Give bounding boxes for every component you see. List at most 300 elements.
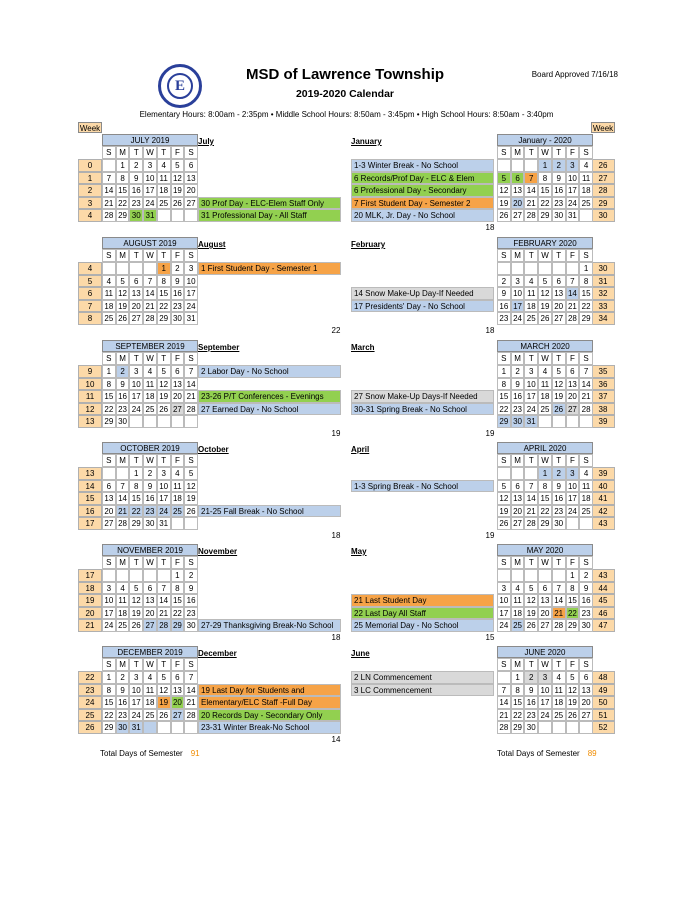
weekday-header: S xyxy=(102,352,116,365)
day-cell: 1 xyxy=(102,671,116,684)
week-number: 30 xyxy=(591,209,615,222)
weekday-header: S xyxy=(579,249,593,262)
day-cell: 27 xyxy=(579,709,593,722)
day-cell: 2 xyxy=(552,467,566,480)
day-cell xyxy=(116,467,130,480)
day-cell: 16 xyxy=(143,492,157,505)
day-cell: 29 xyxy=(511,721,525,734)
day-cell: 17 xyxy=(511,300,525,313)
event-item: 20 Records Day - Secondary Only xyxy=(198,709,341,722)
event-item: 1 First Student Day - Semester 1 xyxy=(198,262,341,275)
week-number: 37 xyxy=(591,390,615,403)
day-cell: 27 xyxy=(129,312,143,325)
day-cell: 19 xyxy=(184,492,198,505)
day-cell: 11 xyxy=(552,684,566,697)
week-number: 38 xyxy=(591,403,615,416)
day-cell: 22 xyxy=(511,709,525,722)
weekday-header: T xyxy=(524,352,538,365)
day-cell xyxy=(171,415,185,428)
day-cell: 9 xyxy=(579,582,593,595)
day-cell: 30 xyxy=(116,415,130,428)
day-cell: 8 xyxy=(566,582,580,595)
day-cell: 28 xyxy=(524,517,538,530)
weekday-header: M xyxy=(511,352,525,365)
day-cell: 23 xyxy=(552,197,566,210)
day-cell: 26 xyxy=(566,709,580,722)
day-cell: 7 xyxy=(552,582,566,595)
event-item: 7 First Student Day - Semester 2 xyxy=(351,197,494,210)
day-cell xyxy=(524,262,538,275)
day-cell: 11 xyxy=(157,172,171,185)
day-cell: 5 xyxy=(184,467,198,480)
day-cell: 7 xyxy=(579,365,593,378)
day-cell: 21 xyxy=(184,696,198,709)
days-count: 18 xyxy=(331,632,341,642)
day-cell: 3 xyxy=(566,159,580,172)
day-cell: 10 xyxy=(566,172,580,185)
day-cell xyxy=(129,262,143,275)
day-cell: 22 xyxy=(129,505,143,518)
day-cell: 4 xyxy=(579,159,593,172)
day-cell: 30 xyxy=(184,619,198,632)
week-number: 34 xyxy=(591,312,615,325)
day-cell: 4 xyxy=(143,671,157,684)
day-cell: 20 xyxy=(579,696,593,709)
week-number: 1 xyxy=(78,172,102,185)
day-cell: 25 xyxy=(579,197,593,210)
day-cell: 9 xyxy=(511,378,525,391)
day-cell: 13 xyxy=(129,287,143,300)
month-header: SEPTEMBER 2019 xyxy=(102,340,198,352)
page-title: MSD of Lawrence Township xyxy=(245,66,445,83)
month-header: January - 2020 xyxy=(497,134,593,146)
weekday-header: W xyxy=(143,352,157,365)
week-number: 41 xyxy=(591,492,615,505)
day-cell: 16 xyxy=(116,390,130,403)
day-cell: 31 xyxy=(524,415,538,428)
day-cell: 17 xyxy=(184,287,198,300)
weekday-header: F xyxy=(171,146,185,159)
day-cell: 2 xyxy=(184,569,198,582)
weekday-header: T xyxy=(552,249,566,262)
day-cell: 18 xyxy=(511,607,525,620)
day-cell: 5 xyxy=(524,582,538,595)
day-cell: 14 xyxy=(552,594,566,607)
day-cell xyxy=(102,159,116,172)
weekday-header: S xyxy=(102,658,116,671)
day-cell: 19 xyxy=(157,390,171,403)
day-cell: 16 xyxy=(184,594,198,607)
weekday-header: S xyxy=(497,249,511,262)
week-number: 35 xyxy=(591,365,615,378)
days-count: 18 xyxy=(331,530,341,540)
day-cell: 1 xyxy=(129,467,143,480)
day-cell: 17 xyxy=(497,607,511,620)
day-cell: 25 xyxy=(116,619,130,632)
day-cell: 23 xyxy=(552,505,566,518)
day-cell: 24 xyxy=(184,300,198,313)
day-cell: 21 xyxy=(566,300,580,313)
day-cell: 5 xyxy=(171,159,185,172)
event-item: 23-26 P/T Conferences - Evenings xyxy=(198,390,341,403)
day-cell: 21 xyxy=(497,709,511,722)
week-number: 46 xyxy=(591,607,615,620)
week-header-right: Week xyxy=(592,124,614,133)
month-label: November xyxy=(198,547,238,556)
days-count: 22 xyxy=(331,325,341,335)
weekday-header: F xyxy=(171,556,185,569)
month-header: DECEMBER 2019 xyxy=(102,646,198,658)
day-cell: 11 xyxy=(143,684,157,697)
day-cell: 3 xyxy=(129,671,143,684)
day-cell: 5 xyxy=(497,172,511,185)
day-cell: 17 xyxy=(102,607,116,620)
day-cell: 3 xyxy=(143,159,157,172)
day-cell: 13 xyxy=(102,492,116,505)
day-cell: 21 xyxy=(524,505,538,518)
semester-1-total xyxy=(100,749,200,758)
day-cell: 10 xyxy=(102,594,116,607)
day-cell: 3 xyxy=(102,582,116,595)
day-cell: 12 xyxy=(566,684,580,697)
day-cell: 22 xyxy=(102,403,116,416)
day-cell: 28 xyxy=(524,209,538,222)
week-number: 0 xyxy=(78,159,102,172)
day-cell: 20 xyxy=(511,197,525,210)
day-cell: 20 xyxy=(552,300,566,313)
day-cell xyxy=(511,159,525,172)
day-cell: 18 xyxy=(538,390,552,403)
weekday-header: W xyxy=(143,146,157,159)
day-cell: 7 xyxy=(116,480,130,493)
day-cell: 21 xyxy=(524,197,538,210)
day-cell: 18 xyxy=(579,184,593,197)
weekday-header: T xyxy=(129,352,143,365)
day-cell: 26 xyxy=(524,619,538,632)
days-count: 14 xyxy=(331,734,341,744)
day-cell: 2 xyxy=(497,275,511,288)
week-number: 50 xyxy=(591,696,615,709)
day-cell: 5 xyxy=(566,671,580,684)
day-cell: 5 xyxy=(157,365,171,378)
day-cell: 18 xyxy=(579,492,593,505)
day-cell xyxy=(157,415,171,428)
day-cell: 26 xyxy=(157,709,171,722)
day-cell: 16 xyxy=(497,300,511,313)
month-label: September xyxy=(198,343,240,352)
weekday-header: W xyxy=(538,249,552,262)
day-cell: 18 xyxy=(552,696,566,709)
event-item: 19 Last Day for Students and xyxy=(198,684,341,697)
event-item: Elementary/ELC Staff -Full Day xyxy=(198,696,341,709)
day-cell: 15 xyxy=(116,184,130,197)
weekday-header: T xyxy=(129,146,143,159)
week-number: 52 xyxy=(591,721,615,734)
weekday-header: T xyxy=(524,658,538,671)
weekday-header: S xyxy=(497,146,511,159)
day-cell xyxy=(157,721,171,734)
day-cell: 4 xyxy=(157,159,171,172)
weekday-header: S xyxy=(102,249,116,262)
day-cell: 8 xyxy=(102,684,116,697)
event-item: 6 Records/Prof Day - ELC & Elem xyxy=(351,172,494,185)
weekday-header: M xyxy=(116,454,130,467)
day-cell: 29 xyxy=(566,619,580,632)
day-cell: 1 xyxy=(538,159,552,172)
day-cell: 24 xyxy=(524,403,538,416)
week-number: 26 xyxy=(591,159,615,172)
day-cell: 25 xyxy=(511,619,525,632)
day-cell: 13 xyxy=(143,594,157,607)
day-cell: 18 xyxy=(143,390,157,403)
week-number: 40 xyxy=(591,480,615,493)
month-header: JULY 2019 xyxy=(102,134,198,146)
week-number: 32 xyxy=(591,287,615,300)
day-cell: 7 xyxy=(184,365,198,378)
weekday-header: T xyxy=(552,352,566,365)
day-cell: 1 xyxy=(538,467,552,480)
weekday-header: F xyxy=(171,658,185,671)
weekday-header: T xyxy=(552,658,566,671)
weekday-header: M xyxy=(511,146,525,159)
day-cell: 8 xyxy=(538,172,552,185)
day-cell: 18 xyxy=(157,184,171,197)
day-cell: 8 xyxy=(157,275,171,288)
day-cell: 13 xyxy=(171,684,185,697)
day-cell: 25 xyxy=(157,197,171,210)
day-cell: 22 xyxy=(538,197,552,210)
weekday-header: T xyxy=(524,556,538,569)
day-cell: 12 xyxy=(116,287,130,300)
day-cell: 14 xyxy=(497,696,511,709)
weekday-header: M xyxy=(116,658,130,671)
weekday-header: T xyxy=(129,249,143,262)
day-cell: 29 xyxy=(171,619,185,632)
day-cell: 7 xyxy=(102,172,116,185)
day-cell: 7 xyxy=(566,275,580,288)
day-cell: 13 xyxy=(511,492,525,505)
day-cell: 6 xyxy=(511,172,525,185)
day-cell: 25 xyxy=(538,403,552,416)
day-cell: 15 xyxy=(102,390,116,403)
week-number: 47 xyxy=(591,619,615,632)
day-cell: 27 xyxy=(171,709,185,722)
day-cell: 16 xyxy=(511,390,525,403)
day-cell: 22 xyxy=(157,300,171,313)
day-cell: 19 xyxy=(116,300,130,313)
week-number: 26 xyxy=(78,721,102,734)
weekday-header: M xyxy=(116,249,130,262)
day-cell xyxy=(102,569,116,582)
day-cell: 21 xyxy=(552,607,566,620)
day-cell xyxy=(552,262,566,275)
day-cell: 15 xyxy=(497,390,511,403)
day-cell: 6 xyxy=(171,365,185,378)
day-cell xyxy=(497,569,511,582)
day-cell: 29 xyxy=(538,209,552,222)
day-cell: 26 xyxy=(129,619,143,632)
weekday-header: S xyxy=(184,658,198,671)
day-cell xyxy=(538,721,552,734)
day-cell: 11 xyxy=(143,378,157,391)
week-number: 36 xyxy=(591,378,615,391)
day-cell: 9 xyxy=(143,480,157,493)
week-number: 29 xyxy=(591,197,615,210)
day-cell: 1 xyxy=(497,365,511,378)
day-cell: 19 xyxy=(157,696,171,709)
day-cell: 28 xyxy=(143,312,157,325)
day-cell: 24 xyxy=(566,505,580,518)
weekday-header: T xyxy=(157,454,171,467)
event-item: 27 Snow Make-Up Days-If Needed xyxy=(351,390,494,403)
day-cell: 25 xyxy=(102,312,116,325)
weekday-header: M xyxy=(511,658,525,671)
day-cell xyxy=(524,467,538,480)
weekday-header: M xyxy=(116,146,130,159)
day-cell: 21 xyxy=(579,390,593,403)
weekday-header: M xyxy=(116,352,130,365)
day-cell xyxy=(511,467,525,480)
day-cell: 13 xyxy=(171,378,185,391)
event-item: 27 Earned Day - No School xyxy=(198,403,341,416)
day-cell: 18 xyxy=(102,300,116,313)
weekday-header: T xyxy=(157,658,171,671)
month-header: MAY 2020 xyxy=(497,544,593,556)
day-cell: 20 xyxy=(566,390,580,403)
day-cell xyxy=(143,721,157,734)
event-item: 2 Labor Day - No School xyxy=(198,365,341,378)
day-cell: 2 xyxy=(552,159,566,172)
logo-letter: E xyxy=(167,73,193,99)
day-cell: 2 xyxy=(524,671,538,684)
day-cell: 31 xyxy=(184,312,198,325)
day-cell: 9 xyxy=(552,172,566,185)
week-number: 31 xyxy=(591,275,615,288)
day-cell: 2 xyxy=(511,365,525,378)
day-cell: 12 xyxy=(184,480,198,493)
day-cell: 22 xyxy=(171,607,185,620)
week-number: 39 xyxy=(591,467,615,480)
day-cell xyxy=(116,569,130,582)
day-cell xyxy=(497,467,511,480)
day-cell: 16 xyxy=(579,594,593,607)
week-number: 12 xyxy=(78,403,102,416)
day-cell: 27 xyxy=(538,619,552,632)
day-cell: 26 xyxy=(497,209,511,222)
day-cell: 8 xyxy=(511,684,525,697)
day-cell: 4 xyxy=(511,582,525,595)
month-label: August xyxy=(198,240,226,249)
event-item: 3 LC Commencement xyxy=(351,684,494,697)
day-cell: 17 xyxy=(524,390,538,403)
day-cell xyxy=(129,415,143,428)
day-cell: 15 xyxy=(157,287,171,300)
weekday-header: S xyxy=(184,556,198,569)
day-cell: 15 xyxy=(511,696,525,709)
day-cell: 6 xyxy=(184,159,198,172)
day-cell xyxy=(538,262,552,275)
day-cell: 22 xyxy=(497,403,511,416)
weekday-header: S xyxy=(579,658,593,671)
event-item: 21 Last Student Day xyxy=(351,594,494,607)
weekday-header: M xyxy=(511,454,525,467)
day-cell: 3 xyxy=(497,582,511,595)
week-number: 13 xyxy=(78,467,102,480)
weekday-header: S xyxy=(102,454,116,467)
day-cell: 7 xyxy=(524,480,538,493)
day-cell: 22 xyxy=(102,709,116,722)
day-cell: 12 xyxy=(524,594,538,607)
day-cell: 20 xyxy=(171,696,185,709)
day-cell: 21 xyxy=(184,390,198,403)
day-cell xyxy=(538,569,552,582)
weekday-header: T xyxy=(157,352,171,365)
day-cell: 26 xyxy=(184,505,198,518)
day-cell: 14 xyxy=(579,378,593,391)
day-cell: 28 xyxy=(497,721,511,734)
day-cell: 12 xyxy=(171,172,185,185)
day-cell: 1 xyxy=(157,262,171,275)
day-cell xyxy=(566,517,580,530)
weekday-header: S xyxy=(497,352,511,365)
weekday-header: S xyxy=(579,556,593,569)
day-cell xyxy=(511,569,525,582)
weekday-header: F xyxy=(171,249,185,262)
day-cell: 6 xyxy=(171,671,185,684)
day-cell: 30 xyxy=(552,517,566,530)
day-cell xyxy=(116,262,130,275)
day-cell xyxy=(497,671,511,684)
day-cell: 17 xyxy=(129,390,143,403)
day-cell: 28 xyxy=(184,403,198,416)
day-cell: 27 xyxy=(171,403,185,416)
day-cell: 24 xyxy=(129,403,143,416)
day-cell: 14 xyxy=(524,184,538,197)
days-count: 19 xyxy=(331,428,341,438)
day-cell: 9 xyxy=(171,275,185,288)
day-cell: 8 xyxy=(497,378,511,391)
weekday-header: T xyxy=(129,556,143,569)
month-label: April xyxy=(351,445,370,454)
day-cell: 17 xyxy=(157,492,171,505)
day-cell: 13 xyxy=(184,172,198,185)
day-cell: 25 xyxy=(143,709,157,722)
day-cell: 17 xyxy=(566,492,580,505)
day-cell: 31 xyxy=(157,517,171,530)
day-cell: 24 xyxy=(511,312,525,325)
day-cell: 3 xyxy=(157,467,171,480)
day-cell: 11 xyxy=(511,594,525,607)
day-cell: 18 xyxy=(116,607,130,620)
day-cell: 6 xyxy=(579,671,593,684)
weekday-header: T xyxy=(157,556,171,569)
weekday-header: T xyxy=(552,146,566,159)
day-cell: 31 xyxy=(566,209,580,222)
day-cell: 2 xyxy=(116,365,130,378)
day-cell: 12 xyxy=(157,378,171,391)
day-cell: 6 xyxy=(511,480,525,493)
day-cell: 1 xyxy=(171,569,185,582)
day-cell: 27 xyxy=(102,517,116,530)
day-cell: 20 xyxy=(129,300,143,313)
month-header: NOVEMBER 2019 xyxy=(102,544,198,556)
day-cell: 30 xyxy=(116,721,130,734)
day-cell: 10 xyxy=(129,378,143,391)
day-cell: 28 xyxy=(157,619,171,632)
day-cell: 11 xyxy=(102,287,116,300)
day-cell: 23 xyxy=(497,312,511,325)
day-cell xyxy=(497,159,511,172)
